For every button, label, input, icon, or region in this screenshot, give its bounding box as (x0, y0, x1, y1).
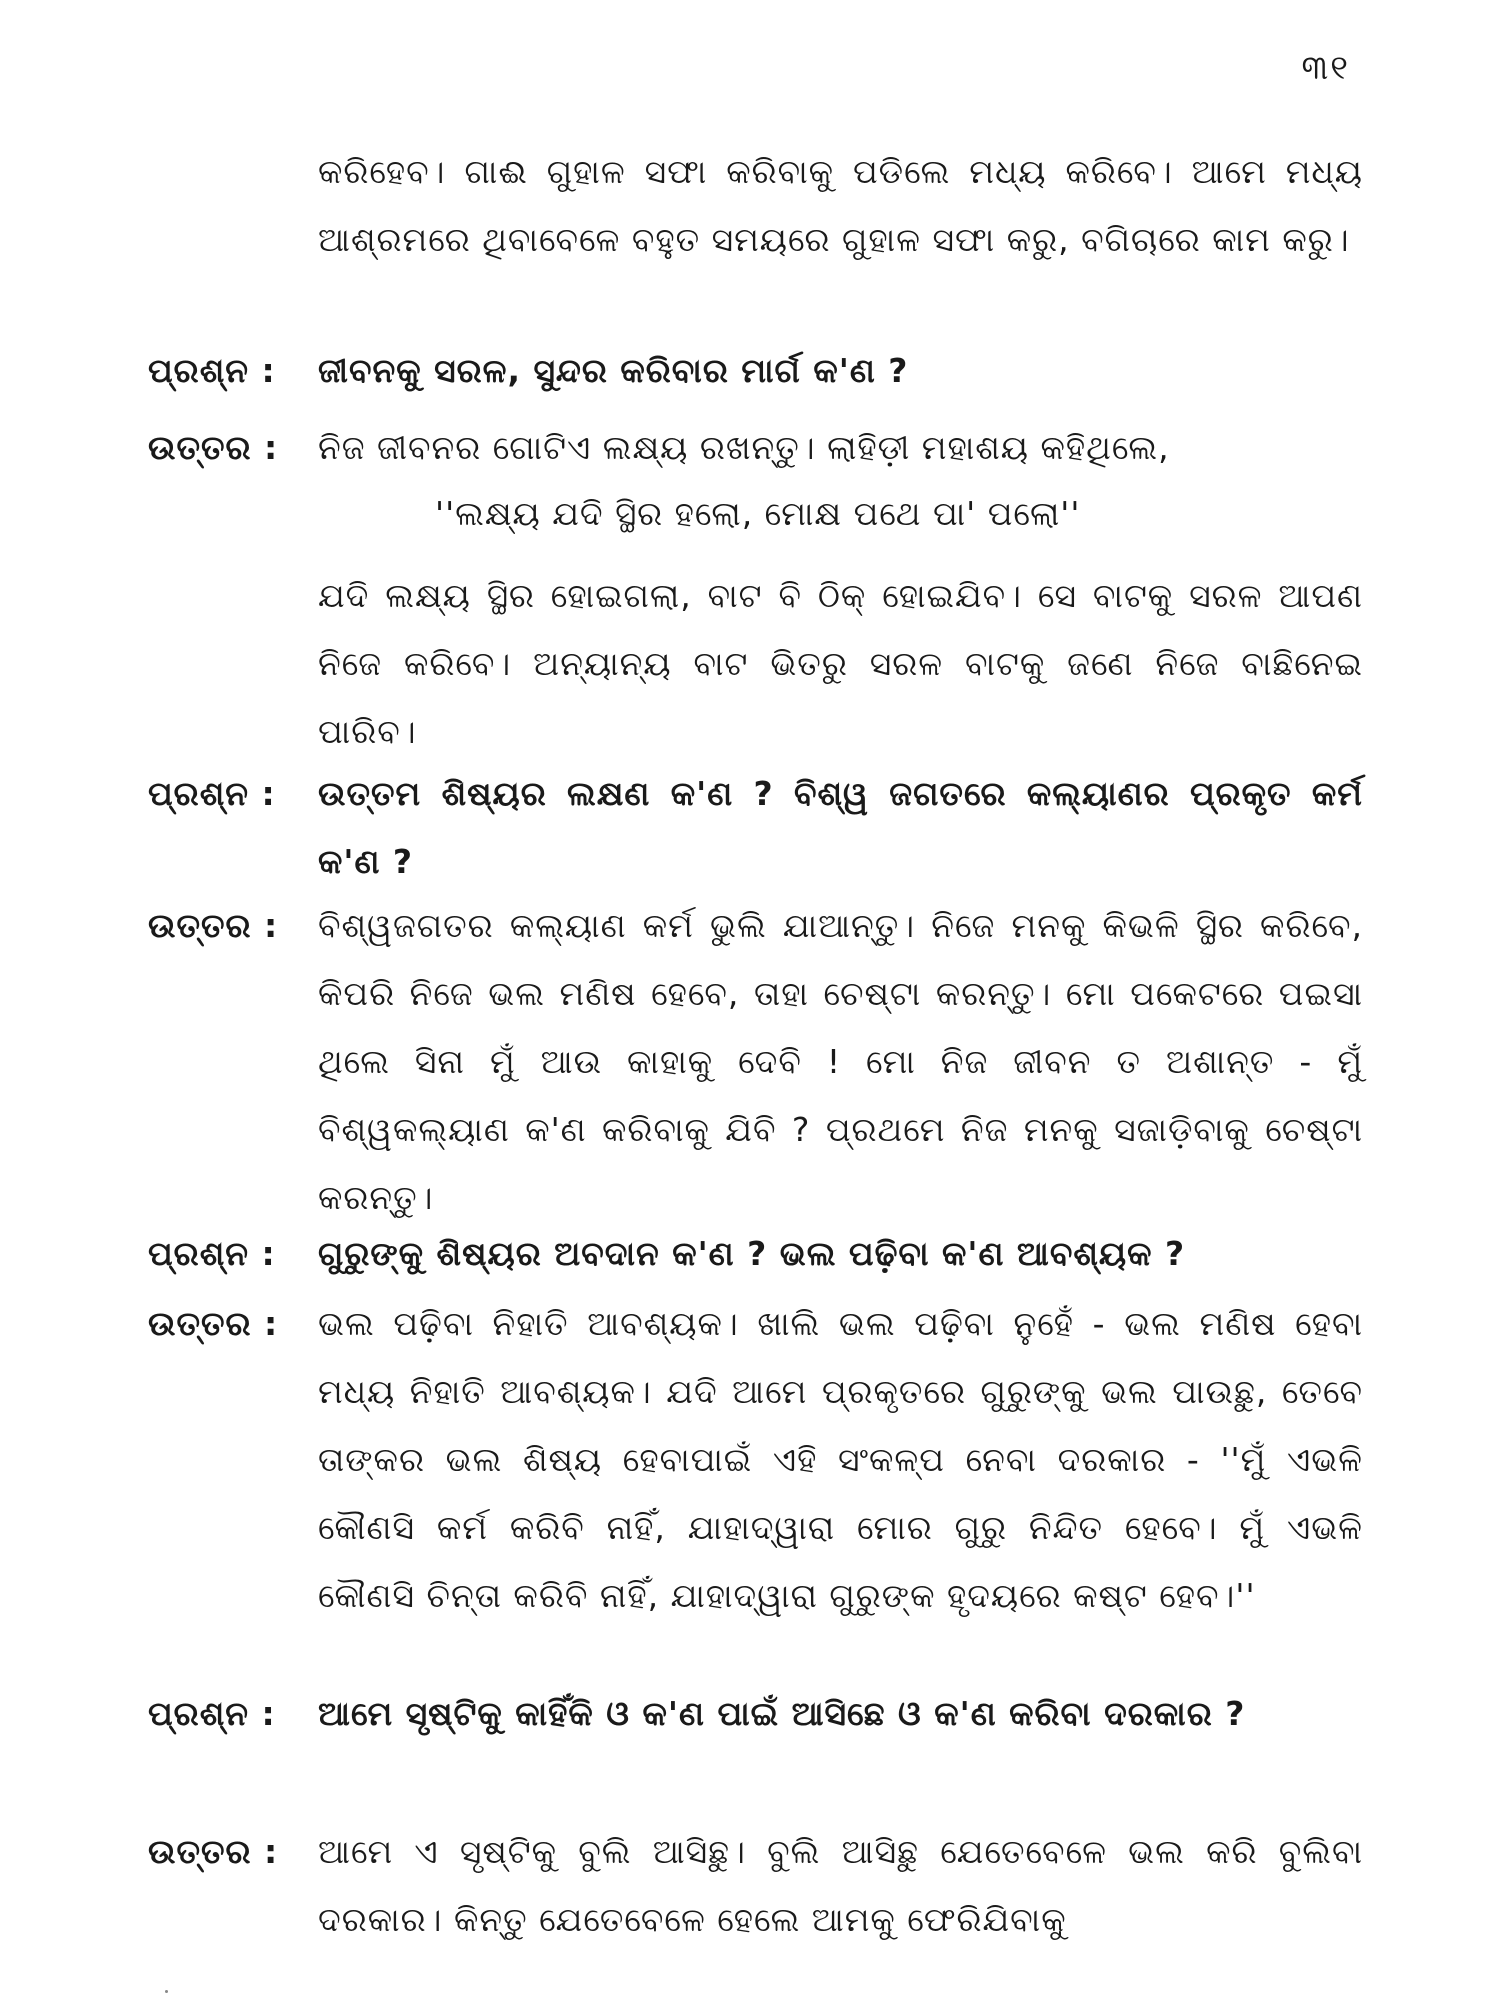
answer-2-text: ବିଶ୍ୱଜଗତର କଲ୍ୟାଣ କର୍ମ ଭୁଲି ଯାଆନ୍ତୁ। ନିଜେ ମନକୁ କିଭଳି ସ୍ଥିର କରିବେ, କିପରି ନିଜେ ଭଲ ମଣିଷ ହେବେ, ତାହା ଚେଷ୍ଟା କରନ୍ତୁ। ମୋ ପକେଟରେ ପଇସା ଥିଲେ ସିନା ମୁଁ ଆଉ କାହାକୁ ଦେବି ! ମୋ ନିଜ ଜୀବନ ତ ଅଶାନ୍ତ - ମୁଁ ବିଶ୍ୱକଲ୍ୟାଣ କ'ଣ କରିବାକୁ ଯିବି ? ପ୍ରଥମେ ନିଜ ମନକୁ ସଜାଡ଼ିବାକୁ ଚେଷ୍ଟା କରନ୍ତୁ। (318, 906, 1363, 1217)
answer-label: ଉତ୍ତର : (148, 428, 279, 467)
answer-label: ଉତ୍ତର : (148, 1304, 279, 1343)
print-speck (165, 1990, 168, 1993)
question-4 (148, 1680, 1363, 1748)
question-label: ପ୍ରଶ୍ନ : (148, 1694, 276, 1733)
question-3-text: ଗୁରୁଙ୍କୁ ଶିଷ୍ୟର ଅବଦାନ କ'ଣ ? ଭଲ ପଢ଼ିବା କ'ଣ ଆବଶ୍ୟକ ? (318, 1234, 1186, 1273)
question-label: ପ୍ରଶ୍ନ : (148, 774, 276, 813)
answer-1-continuation: ଯଦି ଲକ୍ଷ୍ୟ ସ୍ଥିର ହୋଇଗଲା, ବାଟ ବି ଠିକ୍ ହୋଇଯିବ। ସେ ବାଟକୁ ସରଳ ଆପଣ ନିଜେ କରିବେ। ଅନ୍ୟାନ୍ୟ ବାଟ ଭିତରୁ ସରଳ ବାଟକୁ ଜଣେ ନିଜେ ବାଛିନେଇ ପାରିବ। (318, 576, 1363, 751)
question-2 (148, 760, 1363, 896)
answer-4 (148, 1818, 1363, 1954)
answer-2 (148, 892, 1363, 1232)
intro-paragraph: କରିହେବ। ଗାଈ ଗୁହାଳ ସଫା କରିବାକୁ ପଡିଲେ ମଧ୍ୟ କରିବେ। ଆମେ ମଧ୍ୟ ଆଶ୍ରମରେ ଥିବାବେଳେ ବହୁତ ସମୟରେ ଗୁହାଳ ସଫା କରୁ, ବଗିଚାରେ କାମ କରୁ। (318, 152, 1363, 259)
question-label: ପ୍ରଶ୍ନ : (148, 1234, 276, 1273)
question-4-text: ଆମେ ସୃଷ୍ଟିକୁ କାହିଁକି ଓ କ'ଣ ପାଇଁ ଆସିଛେ ଓ କ'ଣ କରିବା ଦରକାର ? (318, 1694, 1246, 1733)
answer-label: ଉତ୍ତର : (148, 906, 279, 945)
answer-label: ଉତ୍ତର : (148, 1832, 279, 1871)
question-3 (148, 1220, 1363, 1288)
answer-3-text: ଭଲ ପଢ଼ିବା ନିହାତି ଆବଶ୍ୟକ। ଖାଲି ଭଲ ପଢ଼ିବା ନୁହେଁ - ଭଲ ମଣିଷ ହେବା ମଧ୍ୟ ନିହାତି ଆବଶ୍ୟକ। ଯଦି ଆମେ ପ୍ରକୃତରେ ଗୁରୁଙ୍କୁ ଭଲ ପାଉଛୁ, ତେବେ ତାଙ୍କର ଭଲ ଶିଷ୍ୟ ହେବାପାଇଁ ଏହି ସଂକଳ୍ପ ନେବା ଦରକାର - ''ମୁଁ ଏଭଳି କୌଣସି କର୍ମ କରିବି ନାହିଁ, ଯାହାଦ୍ୱାରା ମୋର ଗୁରୁ ନିନ୍ଦିତ ହେବେ। ମୁଁ ଏଭଳି କୌଣସି ଚିନ୍ତା କରିବି ନାହିଁ, ଯାହାଦ୍ୱାରା ଗୁରୁଙ୍କ ହୃଦୟରେ କଷ୍ଟ ହେବ।'' (318, 1304, 1363, 1615)
question-2-text: ଉତ୍ତମ ଶିଷ୍ୟର ଲକ୍ଷଣ କ'ଣ ? ବିଶ୍ୱ ଜଗତରେ କଲ୍ୟାଣର ପ୍ରକୃତ କର୍ମ କ'ଣ ? (318, 774, 1363, 881)
answer-1-text: ନିଜ ଜୀବନର ଗୋଟିଏ ଲକ୍ଷ୍ୟ ରଖନ୍ତୁ। ଲାହିଡ଼ୀ ମହାଶୟ କହିଥିଲେ, (318, 428, 1170, 467)
answer-4-text: ଆମେ ଏ ସୃଷ୍ଟିକୁ ବୁଲି ଆସିଛୁ। ବୁଲି ଆସିଛୁ ଯେତେବେଳେ ଭଲ କରି ବୁଲିବା ଦରକାର। କିନ୍ତୁ ଯେତେବେଳେ ହେଲେ ଆମକୁ ଫେରିଯିବାକୁ (318, 1832, 1363, 1939)
answer-1-quote: ''ଲକ୍ଷ୍ୟ ଯଦି ସ୍ଥିର ହଲୋ, ମୋକ୍ଷ ପଥେ ପା' ପଲୋ'' (435, 494, 1081, 533)
question-1 (148, 337, 1363, 405)
answer-3 (148, 1290, 1363, 1630)
page-number: ୩୧ (1301, 48, 1350, 88)
question-label: ପ୍ରଶ୍ନ : (148, 351, 276, 390)
question-1-text: ଜୀବନକୁ ସରଳ, ସୁନ୍ଦର କରିବାର ମାର୍ଗ କ'ଣ ? (318, 351, 909, 390)
answer-1 (148, 414, 1363, 482)
